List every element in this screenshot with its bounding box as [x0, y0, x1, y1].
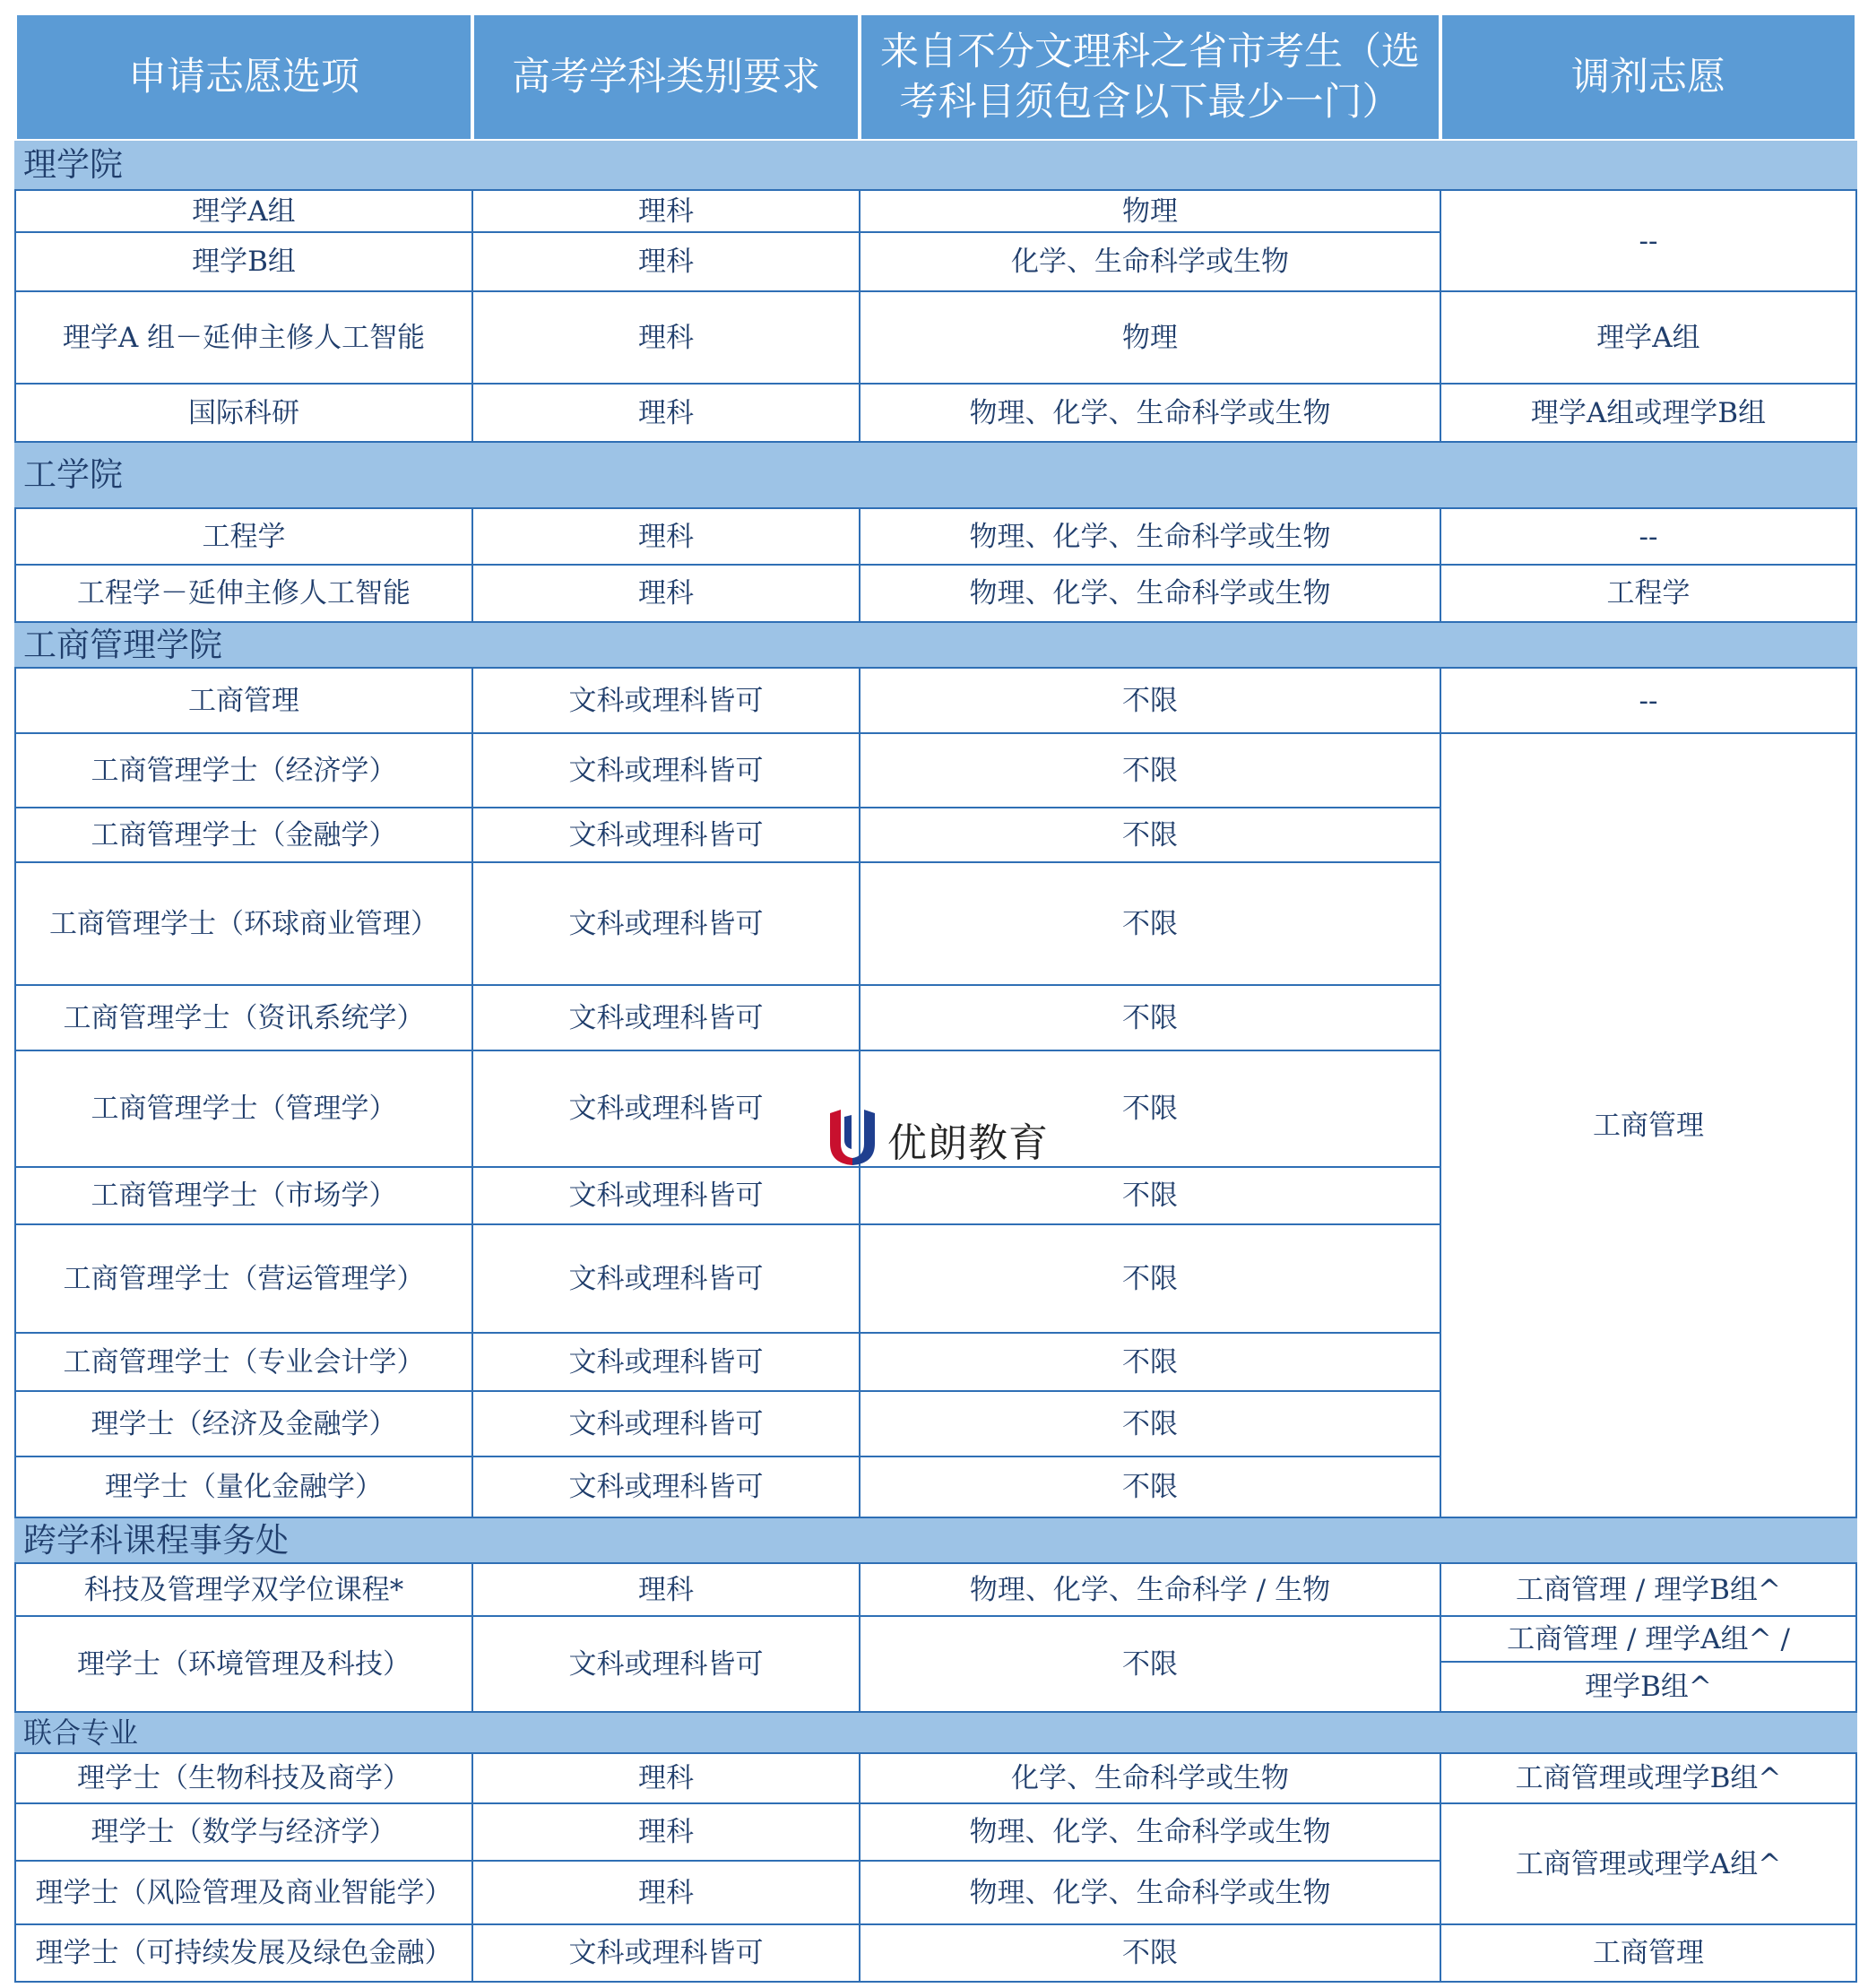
table-row: [15, 565, 1856, 622]
table-row: [15, 1753, 1856, 1803]
category-cell: 文科或理科皆可: [472, 862, 860, 985]
header-alternate-choice: 调剂志愿: [1440, 14, 1856, 140]
subjects-cell: 不限: [860, 808, 1440, 862]
category-cell: 理科: [472, 384, 860, 442]
category-cell: 文科或理科皆可: [472, 1333, 860, 1391]
category-cell: 文科或理科皆可: [472, 733, 860, 808]
subjects-cell: 不限: [860, 985, 1440, 1050]
option-cell: 工商管理学士（经济学）: [15, 733, 472, 808]
subjects-cell: 化学、生命科学或生物: [860, 232, 1440, 291]
option-cell: 工程学: [15, 508, 472, 565]
subjects-cell: 不限: [860, 1333, 1440, 1391]
category-cell: 文科或理科皆可: [472, 808, 860, 862]
alternate-cell: 工程学: [1440, 565, 1856, 622]
subjects-cell: 不限: [860, 1224, 1440, 1333]
subjects-cell: 不限: [860, 1167, 1440, 1224]
alternate-cell: 工商管理或理学A组^: [1440, 1803, 1856, 1924]
option-cell: 理学A组: [15, 190, 472, 232]
category-cell: 文科或理科皆可: [472, 1391, 860, 1456]
option-cell: 理学士（生物科技及商学）: [15, 1753, 472, 1803]
alternate-cell: 工商管理: [1440, 1924, 1856, 1982]
alternate-cell: --: [1440, 668, 1856, 733]
subjects-cell: 物理、化学、生命科学或生物: [860, 384, 1440, 442]
option-cell: 工商管理: [15, 668, 472, 733]
alternate-cell: 工商管理: [1440, 733, 1856, 1517]
table-row: [15, 190, 1856, 232]
subjects-cell: 物理: [860, 190, 1440, 232]
subjects-cell: 不限: [860, 668, 1440, 733]
table-row: [15, 384, 1856, 442]
alternate-cell: --: [1440, 190, 1856, 291]
table-row: [15, 733, 1856, 808]
option-cell: 理学士（经济及金融学）: [15, 1391, 472, 1456]
header-elective-subjects: 来自不分文理科之省市考生（选考科目须包含以下最少一门）: [860, 14, 1440, 140]
option-cell: 理学士（可持续发展及绿色金融）: [15, 1924, 472, 1982]
subjects-cell: 物理、化学、生命科学 / 生物: [860, 1563, 1440, 1616]
subjects-cell: 不限: [860, 1924, 1440, 1982]
table-row: [15, 508, 1856, 565]
category-cell: 理科: [472, 190, 860, 232]
alternate-cell: 工商管理或理学B组^: [1440, 1753, 1856, 1803]
subjects-cell: 物理: [860, 291, 1440, 384]
table-row: [15, 668, 1856, 733]
alternate-cell: 理学A组: [1440, 291, 1856, 384]
option-cell: 理学A 组－延伸主修人工智能: [15, 291, 472, 384]
option-cell: 理学士（数学与经济学）: [15, 1803, 472, 1861]
alternate-cell: 理学A组或理学B组: [1440, 384, 1856, 442]
category-cell: 理科: [472, 1861, 860, 1924]
subjects-cell: 不限: [860, 1050, 1440, 1167]
option-cell: 工商管理学士（环球商业管理）: [15, 862, 472, 985]
category-cell: 文科或理科皆可: [472, 668, 860, 733]
alternate-cell: 工商管理 / 理学B组^: [1440, 1563, 1856, 1616]
header-option: 申请志愿选项: [15, 14, 472, 140]
section-science: 理学院: [15, 140, 1856, 190]
option-cell: 工商管理学士（资讯系统学）: [15, 985, 472, 1050]
alternate-cell-line2: 理学B组^: [1440, 1662, 1856, 1712]
category-cell: 文科或理科皆可: [472, 985, 860, 1050]
option-cell: 工商管理学士（管理学）: [15, 1050, 472, 1167]
section-engineering: 工学院: [15, 442, 1856, 508]
subjects-cell: 不限: [860, 733, 1440, 808]
category-cell: 文科或理科皆可: [472, 1456, 860, 1517]
subjects-cell: 不限: [860, 1616, 1440, 1712]
subjects-cell: 不限: [860, 862, 1440, 985]
header-subject-category: 高考学科类别要求: [472, 14, 860, 140]
option-cell: 理学士（量化金融学）: [15, 1456, 472, 1517]
subjects-cell: 物理、化学、生命科学或生物: [860, 1861, 1440, 1924]
table-row: [15, 1563, 1856, 1616]
option-cell: 工商管理学士（营运管理学）: [15, 1224, 472, 1333]
subjects-cell: 不限: [860, 1391, 1440, 1456]
section-joint: 联合专业: [15, 1712, 1856, 1753]
option-cell: 工商管理学士（金融学）: [15, 808, 472, 862]
table-row: [15, 1803, 1856, 1861]
category-cell: 理科: [472, 565, 860, 622]
table-row: [15, 291, 1856, 384]
header-row: [15, 14, 1856, 140]
option-cell: 理学士（环境管理及科技）: [15, 1616, 472, 1712]
option-cell: 工程学－延伸主修人工智能: [15, 565, 472, 622]
category-cell: 文科或理科皆可: [472, 1616, 860, 1712]
category-cell: 理科: [472, 1563, 860, 1616]
watermark-text: 优朗教育: [887, 1120, 1049, 1166]
section-row: [15, 1712, 1856, 1753]
section-row: [15, 622, 1856, 668]
category-cell: 文科或理科皆可: [472, 1224, 860, 1333]
section-row: [15, 140, 1856, 190]
category-cell: 理科: [472, 232, 860, 291]
category-cell: 理科: [472, 1753, 860, 1803]
alternate-cell: --: [1440, 508, 1856, 565]
subjects-cell: 物理、化学、生命科学或生物: [860, 565, 1440, 622]
section-row: [15, 442, 1856, 508]
section-row: [15, 1517, 1856, 1563]
option-cell: 工商管理学士（市场学）: [15, 1167, 472, 1224]
section-business: 工商管理学院: [15, 622, 1856, 668]
subjects-cell: 物理、化学、生命科学或生物: [860, 508, 1440, 565]
alternate-cell-line1: 工商管理 / 理学A组^ /: [1440, 1616, 1856, 1662]
option-cell: 科技及管理学双学位课程*: [15, 1563, 472, 1616]
category-cell: 文科或理科皆可: [472, 1167, 860, 1224]
category-cell: 理科: [472, 1803, 860, 1861]
section-interdisciplinary: 跨学科课程事务处: [15, 1517, 1856, 1563]
category-cell: 文科或理科皆可: [472, 1924, 860, 1982]
table-row: [15, 1616, 1856, 1662]
category-cell: 理科: [472, 508, 860, 565]
option-cell: 理学士（风险管理及商业智能学）: [15, 1861, 472, 1924]
category-cell: 理科: [472, 291, 860, 384]
category-cell: 文科或理科皆可: [472, 1050, 860, 1167]
shield-u-logo-icon: [826, 1108, 878, 1171]
subjects-cell: 不限: [860, 1456, 1440, 1517]
table-row: [15, 1924, 1856, 1982]
option-cell: 理学B组: [15, 232, 472, 291]
option-cell: 国际科研: [15, 384, 472, 442]
subjects-cell: 化学、生命科学或生物: [860, 1753, 1440, 1803]
subjects-cell: 物理、化学、生命科学或生物: [860, 1803, 1440, 1861]
watermark-logo: [826, 1108, 1049, 1171]
admission-table: [13, 13, 1858, 1983]
option-cell: 工商管理学士（专业会计学）: [15, 1333, 472, 1391]
